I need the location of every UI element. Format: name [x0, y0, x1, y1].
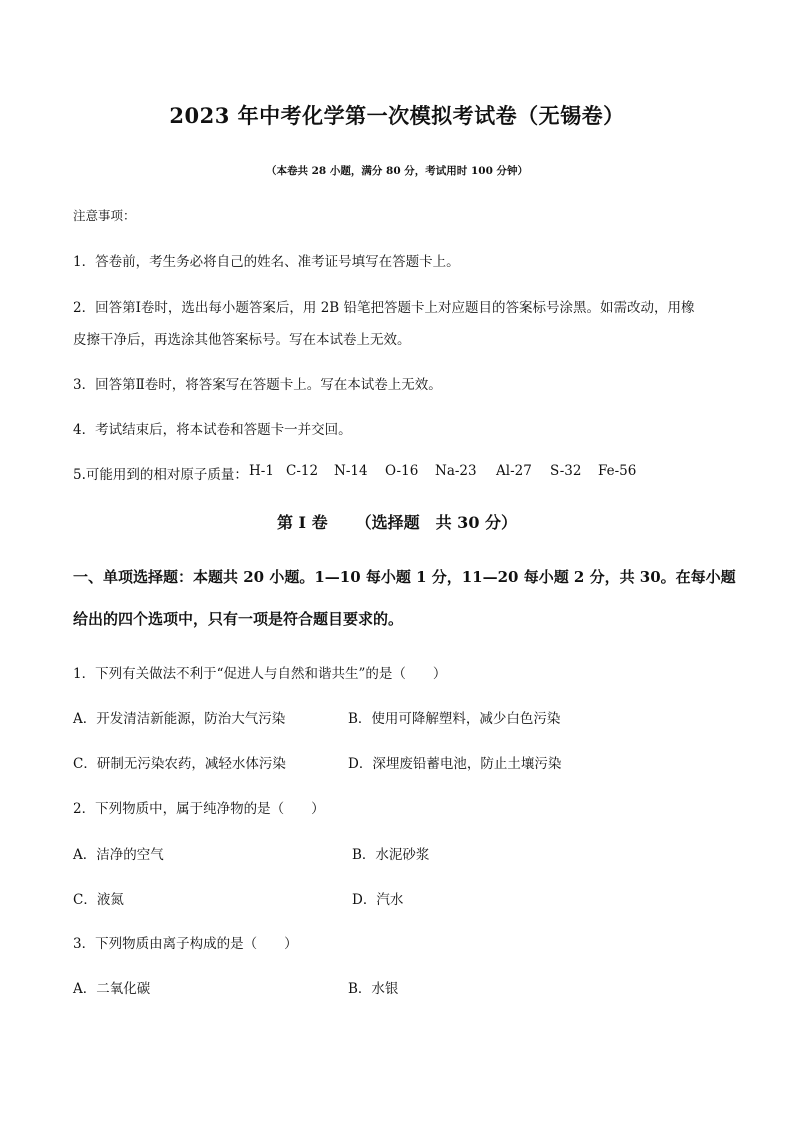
- question-1-option-a: A．开发清洁新能源，防治大气污染: [73, 711, 286, 727]
- atomic-mass-al: Al-27: [496, 463, 532, 479]
- exam-subtitle: （本卷共 28 小题，满分 80 分，考试用时 100 分钟）: [265, 165, 529, 177]
- atomic-mass-h: H-1: [249, 463, 274, 479]
- notice-item-3: 3．回答第Ⅱ卷时，将答案写在答题卡上。写在本试卷上无效。: [73, 377, 442, 393]
- instructions-line-1: 一、单项选择题：本题共 20 小题。1—10 每小题 1 分，11—20 每小题 2 分，共 30。在每小题: [73, 568, 736, 586]
- question-2-option-b: B．水泥砂浆: [352, 847, 430, 863]
- question-2-option-c: C．液氮: [73, 892, 124, 908]
- atomic-mass-fe: Fe-56: [598, 463, 637, 479]
- notice-item-4: 4．考试结束后，将本试卷和答题卡一并交回。: [73, 422, 352, 438]
- question-1-stem: 1．下列有关做法不利于“促进人与自然和谐共生”的是（ ）: [73, 666, 447, 682]
- notice-item-2: 2．回答第Ⅰ卷时，选出每小题答案后，用 2B 铅笔把答题卡上对应题目的答案标号涂黑。如需改动，用橡: [73, 300, 695, 316]
- question-1-option-c: C．研制无污染农药，减轻水体污染: [73, 756, 286, 772]
- notice-heading: 注意事项：: [73, 208, 136, 223]
- question-2-stem: 2．下列物质中，属于纯净物的是（ ）: [73, 801, 325, 817]
- atomic-mass-c: C-12: [286, 463, 319, 479]
- question-2-option-a: A．洁净的空气: [73, 847, 164, 863]
- section-title-type: （选择题 共 30 分）: [355, 513, 518, 532]
- atomic-mass-na: Na-23: [435, 463, 477, 479]
- question-1-option-d: D．深埋废铅蓄电池，防止土壤污染: [348, 756, 562, 772]
- question-3-stem: 3．下列物质由离子构成的是（ ）: [73, 936, 298, 952]
- section-title-volume: 第 I 卷: [276, 513, 328, 532]
- notice-item-2-continued: 皮擦干净后，再选涂其他答案标号。写在本试卷上无效。: [73, 332, 411, 348]
- atomic-mass-n: N-14: [334, 463, 368, 479]
- atomic-mass-label: 5.可能用到的相对原子质量：: [73, 467, 248, 483]
- question-3-option-b: B．水银: [348, 981, 399, 997]
- atomic-mass-s: S-32: [550, 463, 582, 479]
- question-3-option-a: A．二氧化碳: [73, 981, 151, 997]
- exam-title: 2023 年中考化学第一次模拟考试卷（无锡卷）: [169, 103, 625, 128]
- instructions-line-2: 给出的四个选项中，只有一项是符合题目要求的。: [73, 610, 404, 628]
- notice-item-1: 1．答卷前，考生务必将自己的姓名、准考证号填写在答题卡上。: [73, 254, 460, 270]
- section-title: [0, 510, 794, 533]
- atomic-mass-o: O-16: [385, 463, 419, 479]
- question-2-option-d: D．汽水: [352, 892, 404, 908]
- question-1-option-b: B．使用可降解塑料，减少白色污染: [348, 711, 561, 727]
